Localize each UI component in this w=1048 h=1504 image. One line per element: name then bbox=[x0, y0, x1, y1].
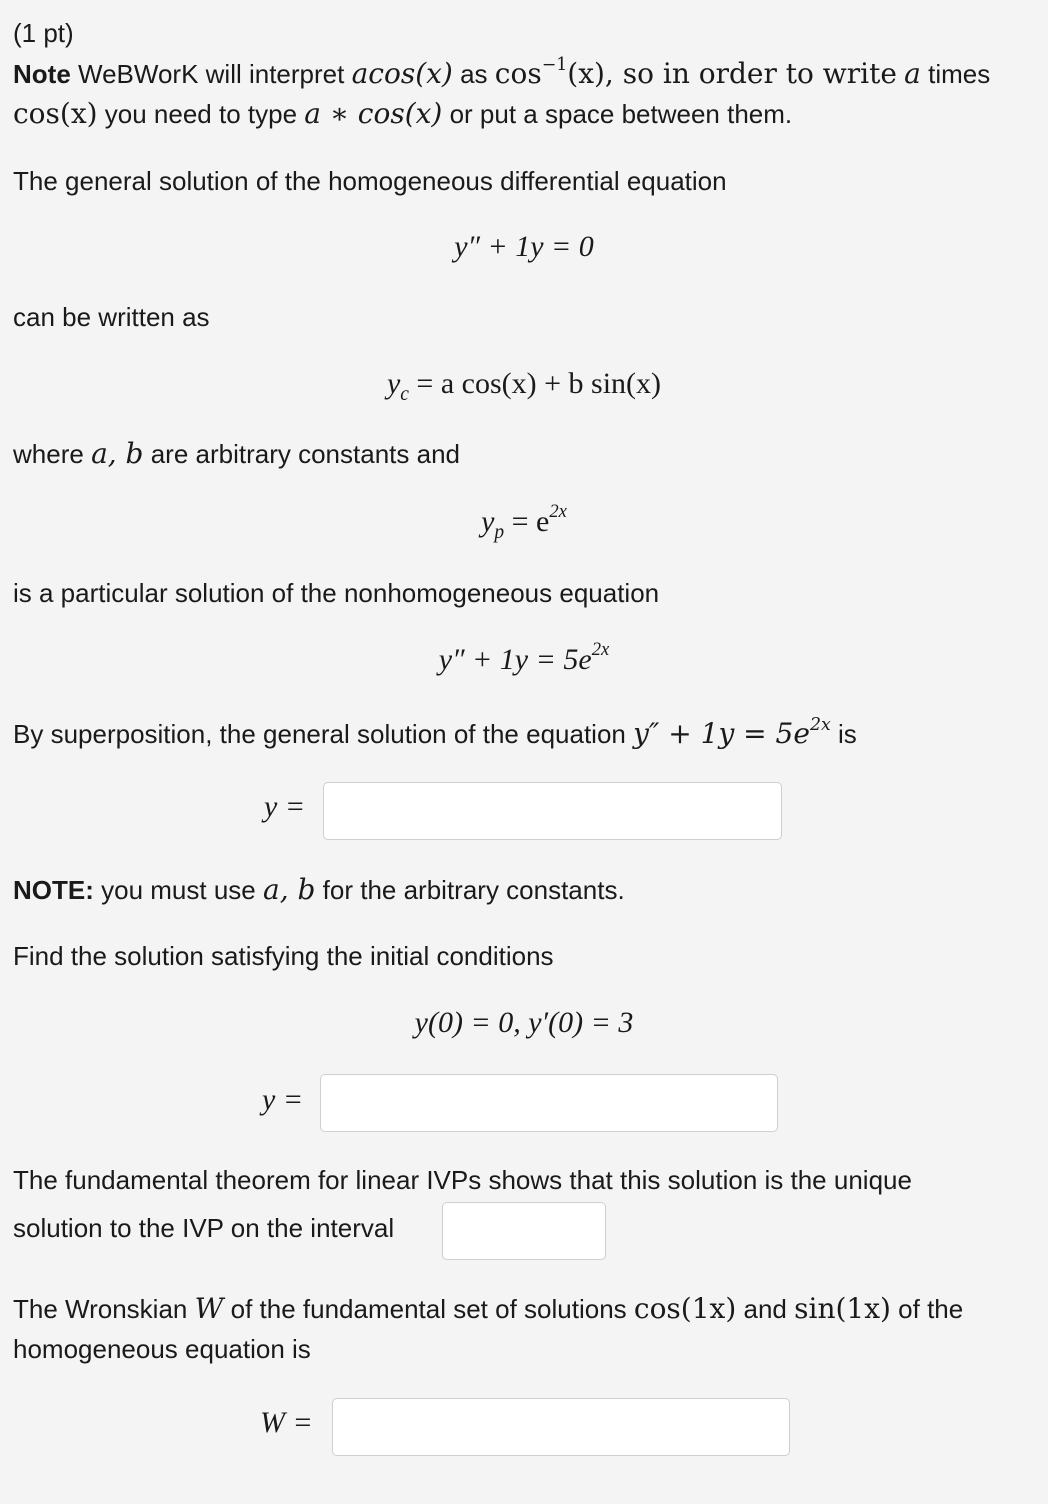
initial-conditions: y(0) = 0, y′(0) = 3 bbox=[414, 1006, 634, 1039]
yp-equation: $y_p = e^{2x}$ bbox=[481, 501, 567, 543]
note-line-2: cos(x) you need to type a ∗ cos(x) or put a space between them. bbox=[13, 97, 793, 130]
answer1-label: y = bbox=[264, 790, 306, 823]
intro-text: The general solution of the homogeneous differential equation bbox=[13, 166, 727, 196]
theorem-line-2: solution to the IVP on the interval bbox=[13, 1213, 395, 1243]
where-text: where a, b are arbitrary constants and bbox=[13, 437, 460, 470]
answer2-label: y = bbox=[262, 1083, 304, 1116]
interval-input[interactable] bbox=[442, 1202, 606, 1260]
wronskian-line-1: The Wronskian W of the fundamental set of solutions cos(1x) and sin(1x) of the bbox=[13, 1292, 964, 1325]
yc-equation: $y_c = a$ cos(x) + b sin(x) bbox=[386, 367, 662, 405]
note2-text: NOTE: you must use a, b for the arbitrary constants. bbox=[13, 873, 625, 906]
theorem-line-1: The fundamental theorem for linear IVPs shows that this solution is the unique bbox=[13, 1165, 912, 1195]
answer4-label: W = bbox=[260, 1406, 313, 1439]
note-line-1: Note WeBWorK will interpret acos(x) as $\cos^{-1}(x)$, so in order to write a times bbox=[13, 54, 991, 90]
nonhomogeneous-equation: $y'' + 1y = 5e^{2x}$ bbox=[438, 639, 610, 676]
find-text: Find the solution satisfying the initial conditions bbox=[13, 941, 554, 971]
written-as-text: can be written as bbox=[13, 302, 210, 332]
general-solution-input[interactable] bbox=[323, 782, 782, 840]
note-bold: Note bbox=[13, 59, 71, 89]
homogeneous-equation: y″ + 1y = 0 bbox=[454, 230, 594, 263]
wronskian-line-2: homogeneous equation is bbox=[13, 1334, 311, 1364]
ivp-solution-input[interactable] bbox=[320, 1074, 778, 1132]
particular-text: is a particular solution of the nonhomogeneous equation bbox=[13, 578, 660, 608]
wronskian-input[interactable] bbox=[332, 1398, 790, 1456]
superposition-text: By superposition, the general solution of the equation $y'' + 1y = 5e^{2x}$ is bbox=[13, 714, 857, 750]
points-label: (1 pt) bbox=[13, 18, 74, 48]
